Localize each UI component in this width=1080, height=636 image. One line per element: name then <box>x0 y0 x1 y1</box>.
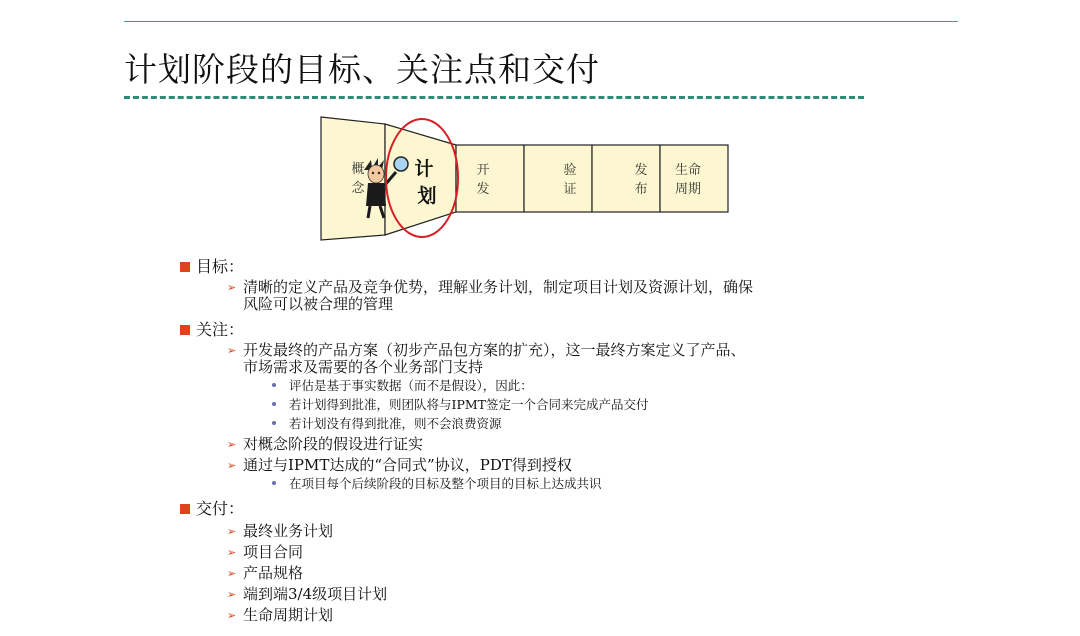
item-line: 生命周期计划 <box>243 606 334 624</box>
arrow-bullet-icon: ➢ <box>227 546 237 559</box>
list-item <box>180 457 940 474</box>
concept-label-2: 念 <box>351 181 365 196</box>
arrow-bullet-icon: ➢ <box>227 567 237 580</box>
section-label: 目标： <box>196 257 245 276</box>
phase-lifecycle-box <box>660 145 728 212</box>
list-item <box>180 586 940 603</box>
phase-diagram <box>320 116 740 246</box>
item-line: 对概念阶段的假设进行证实 <box>243 435 424 453</box>
lifecycle-label-1: 生命 <box>674 163 702 178</box>
sub-item: 若计划没有得到批准，则不会浪费资源 <box>180 414 940 433</box>
arrow-bullet-icon: ➢ <box>227 438 237 451</box>
arrow-bullet-icon: ➢ <box>227 344 237 357</box>
arrow-bullet-icon: ➢ <box>227 459 237 472</box>
arrow-bullet-icon: ➢ <box>227 609 237 622</box>
sub-item: 评估是基于事实数据（而不是假设），因此： <box>180 376 940 395</box>
develop-label-2: 发 <box>476 182 490 197</box>
dot-bullet-icon <box>272 421 276 425</box>
section-goal-heading <box>180 256 940 278</box>
item-line: 清晰的定义产品及竞争优势，理解业务计划，制定项目计划及资源计划，确保 <box>243 278 754 296</box>
list-item <box>180 523 940 540</box>
sub-item: 在项目每个后续阶段的目标及整个项目的目标上达成共识 <box>180 474 940 493</box>
phase-verify-box <box>524 145 592 212</box>
square-bullet-icon <box>180 504 190 514</box>
list-item <box>180 436 940 453</box>
dot-bullet-icon <box>272 481 276 485</box>
list-item <box>180 279 940 313</box>
plan-label-1: 计 <box>414 158 434 180</box>
section-focus-heading <box>180 319 940 341</box>
item-line: 产品规格 <box>243 564 304 582</box>
list-item <box>180 565 940 582</box>
item-line: 通过与IPMT达成的“合同式”协议，PDT得到授权 <box>243 456 572 474</box>
top-rule <box>124 21 958 22</box>
dot-bullet-icon <box>272 383 276 387</box>
concept-label-1: 概 <box>351 162 365 177</box>
list-item <box>180 342 940 376</box>
section-label: 交付： <box>196 499 245 518</box>
plan-label-2: 划 <box>417 185 437 207</box>
list-item <box>180 544 940 561</box>
item-line: 项目合同 <box>243 543 304 561</box>
square-bullet-icon <box>180 262 190 272</box>
item-line: 端到端3/4级项目计划 <box>243 585 388 603</box>
page-title: 计划阶段的目标、关注点和交付 <box>124 50 600 89</box>
phase-develop-box <box>456 145 524 212</box>
content-body <box>180 256 940 624</box>
arrow-bullet-icon: ➢ <box>227 588 237 601</box>
develop-label-1: 开 <box>476 163 490 178</box>
release-label-1: 发 <box>634 163 648 178</box>
item-line: 市场需求及需要的各个业务部门支持 <box>243 358 484 376</box>
verify-label-1: 验 <box>563 163 577 178</box>
square-bullet-icon <box>180 325 190 335</box>
dot-bullet-icon <box>272 402 276 406</box>
title-dashed-rule <box>124 96 864 99</box>
verify-label-2: 证 <box>563 182 577 197</box>
sub-item: 若计划得到批准，则团队将与IPMT签定一个合同来完成产品交付 <box>180 395 940 414</box>
section-deliver-heading <box>180 498 940 520</box>
item-line: 开发最终的产品方案（初步产品包方案的扩充），这一最终方案定义了产品、 <box>243 341 746 359</box>
item-line: 风险可以被合理的管理 <box>243 295 394 313</box>
lifecycle-label-2: 周期 <box>674 182 702 197</box>
arrow-bullet-icon: ➢ <box>227 281 237 294</box>
section-label: 关注： <box>196 320 245 339</box>
arrow-bullet-icon: ➢ <box>227 525 237 538</box>
phase-release-box <box>592 145 660 212</box>
item-line: 最终业务计划 <box>243 522 334 540</box>
list-item <box>180 607 940 624</box>
release-label-2: 布 <box>634 182 648 197</box>
